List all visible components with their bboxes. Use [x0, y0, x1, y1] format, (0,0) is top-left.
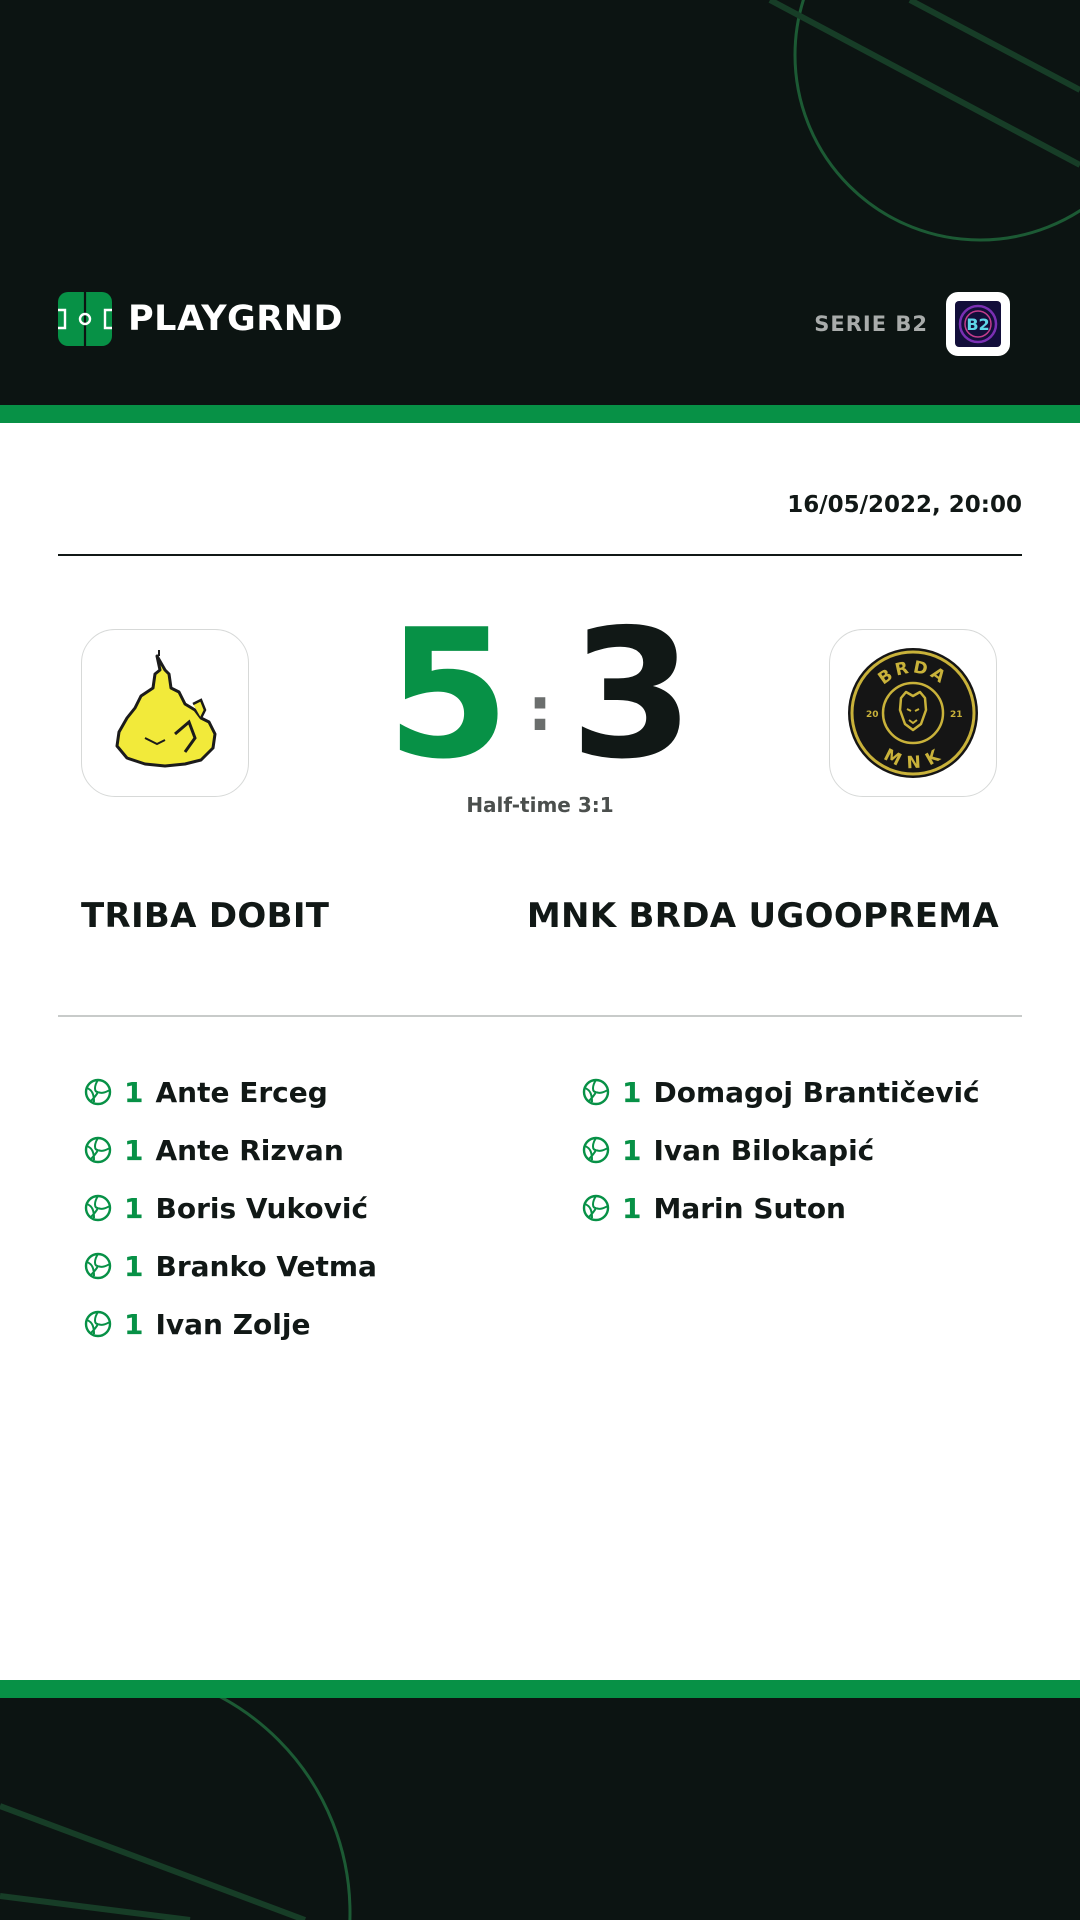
- pitch-lines-decoration: [0, 1698, 1080, 1920]
- divider: [58, 1015, 1022, 1017]
- away-crest-year-right: 21: [950, 710, 963, 720]
- goal-count: 1: [124, 1307, 144, 1341]
- away-scorers-list: [582, 1063, 1002, 1237]
- footer-accent-stripe: [0, 1680, 1080, 1698]
- scorer-row: [84, 1121, 504, 1179]
- divider: [58, 554, 1022, 556]
- brand: [58, 292, 343, 346]
- ball-icon: [84, 1310, 112, 1338]
- brand-name: PLAYGRND: [128, 299, 344, 339]
- player-name: Boris Vuković: [155, 1191, 369, 1225]
- ball-icon: [582, 1136, 610, 1164]
- ball-icon: [84, 1194, 112, 1222]
- away-crest-top-text: BRDA: [874, 657, 952, 690]
- scorer-row: [582, 1063, 1002, 1121]
- goal-count: 1: [124, 1133, 144, 1167]
- player-name: Ante Erceg: [155, 1075, 328, 1109]
- home-crest-icon: [105, 648, 225, 778]
- scoreline: [340, 591, 740, 798]
- player-name: Ivan Zolje: [155, 1307, 311, 1341]
- league-logo-icon: [954, 300, 1002, 348]
- scorer-row: [84, 1063, 504, 1121]
- goal-count: 1: [124, 1075, 144, 1109]
- header-band: [0, 0, 1080, 405]
- ball-icon: [84, 1252, 112, 1280]
- scorer-row: [84, 1179, 504, 1237]
- ball-icon: [582, 1078, 610, 1106]
- goal-count: 1: [124, 1191, 144, 1225]
- scorer-row: [582, 1179, 1002, 1237]
- away-crest-year-left: 20: [866, 710, 879, 720]
- scorer-row: [582, 1121, 1002, 1179]
- goal-count: 1: [622, 1075, 642, 1109]
- footer-band: [0, 1698, 1080, 1920]
- home-score: 5: [386, 591, 510, 798]
- league-badge: [946, 292, 1010, 356]
- scorer-row: [84, 1295, 504, 1353]
- home-team-crest: [81, 629, 249, 797]
- ball-icon: [582, 1194, 610, 1222]
- home-scorers-list: [84, 1063, 504, 1353]
- player-name: Domagoj Brantičević: [653, 1075, 980, 1109]
- away-crest-icon: [846, 646, 980, 780]
- away-team-crest: [829, 629, 997, 797]
- player-name: Branko Vetma: [155, 1249, 377, 1283]
- halftime-score: Half-time 3:1: [466, 793, 614, 817]
- league-badge-text: B2: [966, 315, 990, 334]
- goal-count: 1: [622, 1191, 642, 1225]
- league-name: SERIE B2: [814, 312, 928, 336]
- match-datetime: 16/05/2022, 20:00: [787, 492, 1022, 518]
- player-name: Ante Rizvan: [155, 1133, 344, 1167]
- home-team-name: TRIBA DOBIT: [81, 896, 330, 936]
- header-accent-stripe: [0, 405, 1080, 423]
- away-score: 3: [570, 591, 694, 798]
- away-team-name: MNK BRDA UGOOPREMA: [526, 896, 999, 936]
- player-name: Marin Suton: [653, 1191, 846, 1225]
- goal-count: 1: [124, 1249, 144, 1283]
- ball-icon: [84, 1078, 112, 1106]
- league: [814, 292, 1010, 356]
- field-icon: [58, 292, 112, 346]
- away-crest-bottom-text: MNK: [880, 744, 947, 774]
- score-separator: :: [528, 675, 552, 745]
- goal-count: 1: [622, 1133, 642, 1167]
- ball-icon: [84, 1136, 112, 1164]
- player-name: Ivan Bilokapić: [653, 1133, 875, 1167]
- scorer-row: [84, 1237, 504, 1295]
